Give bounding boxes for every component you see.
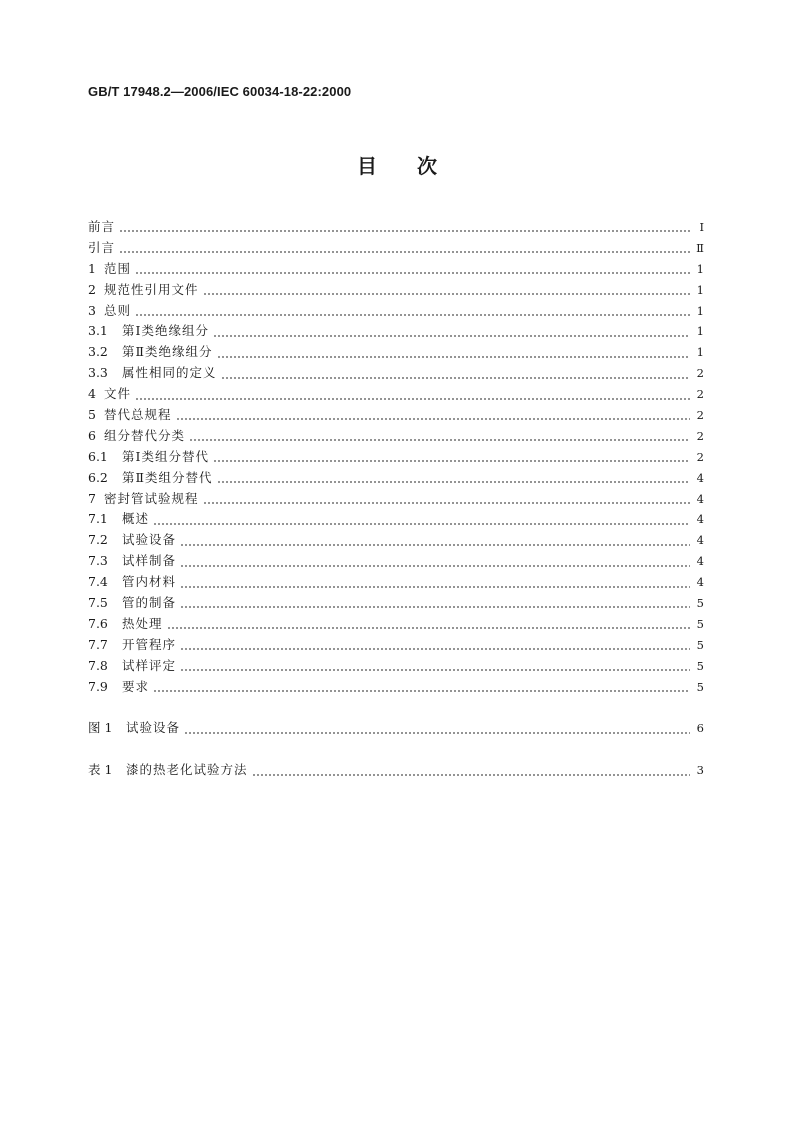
toc-entry-number: 7.1 [88,511,108,527]
toc-entry-page: 6 [696,721,704,736]
toc-entry[interactable] [88,238,704,259]
toc-entry-number: 7.3 [88,553,108,569]
toc-entry-number: 3 [88,302,96,318]
toc-entry-page: 5 [696,596,704,611]
toc-entry-label: 文件 [104,386,132,402]
dot-leader [176,409,690,421]
toc-entry-number: 4 [88,386,96,402]
toc-entry-label: 试验设备 [126,720,181,736]
toc-entry-page: 5 [696,658,704,673]
toc-entry-label: 第Ⅰ类组分替代 [122,448,209,464]
toc-entry[interactable] [88,217,704,238]
toc-entry-page: 4 [696,512,704,527]
toc-entry-label: 试样制备 [122,553,177,569]
toc-entry[interactable] [88,447,704,468]
toc-entry-label: 范围 [104,260,132,276]
dot-leader [180,556,690,568]
toc-entry-number: 5 [88,407,96,423]
dot-leader [203,284,690,296]
toc-entry-number: 6.2 [88,469,108,485]
dot-leader [217,347,691,359]
toc-entry-number: 7.7 [88,636,108,652]
toc-entry[interactable] [88,677,704,698]
toc-entry-page: 4 [696,533,704,548]
dot-leader [213,326,690,338]
toc-entry-label: 热处理 [122,615,163,631]
toc-entry-label: 引言 [88,239,116,255]
toc-entry-page: 2 [696,387,704,402]
toc-entry-page: 1 [696,261,704,276]
toc-entry[interactable] [88,342,704,363]
toc-entry[interactable] [88,259,704,280]
toc-entry-label: 开管程序 [122,636,177,652]
toc-entry-page: 5 [696,637,704,652]
toc-entry[interactable] [88,572,704,593]
toc-entry[interactable] [88,321,704,342]
toc-entry-page: 2 [696,366,704,381]
dot-leader [167,618,690,630]
toc-entry-number: 7.5 [88,595,108,611]
dot-leader [135,305,690,317]
toc-entry[interactable] [88,718,704,739]
toc-entry[interactable] [88,593,704,614]
toc-entry[interactable] [88,280,704,301]
toc-entry-number: 3.1 [88,323,108,339]
dot-leader [119,242,690,254]
toc-entry-number: 7.4 [88,574,108,590]
dot-leader [135,263,690,275]
dot-leader [180,639,690,651]
toc-entry-number: 7.9 [88,678,108,694]
toc-entry-label: 管的制备 [122,595,177,611]
toc-entry-label: 漆的热老化试验方法 [126,762,248,778]
toc-entry-label: 要求 [122,678,150,694]
toc-entry[interactable] [88,551,704,572]
standard-number: GB/T 17948.2—2006/IEC 60034-18-22:2000 [88,84,352,99]
toc-entry[interactable] [88,468,704,489]
dot-leader [180,577,690,589]
toc-entry[interactable] [88,363,704,384]
dot-leader [203,493,690,505]
toc-entry-number: 7.8 [88,657,108,673]
toc-entry-page: I [699,220,704,234]
toc-entry-label: 试验设备 [122,532,177,548]
dot-leader [252,765,690,777]
dot-leader [221,368,690,380]
toc-entry[interactable] [88,405,704,426]
page-title [0,150,794,179]
toc-entry-page: 1 [696,303,704,318]
toc-entry-label: 第Ⅱ类绝缘组分 [122,344,213,360]
toc-entry-label: 试样评定 [122,657,177,673]
dot-leader [180,660,690,672]
toc-entry-page: 2 [696,428,704,443]
dot-leader [135,389,690,401]
toc-entry-label: 概述 [122,511,150,527]
toc-entry-number: 1 [88,260,96,276]
toc-entry[interactable] [88,509,704,530]
toc-entry[interactable] [88,530,704,551]
toc-entry[interactable] [88,426,704,447]
toc-entry-label: 属性相同的定义 [122,365,217,381]
dot-leader [184,723,690,735]
title-char-2: 次 [417,154,437,178]
toc-entry-label: 替代总规程 [104,407,172,423]
dot-leader [153,681,690,693]
dot-leader [217,472,691,484]
toc-entry-page: 2 [696,449,704,464]
dot-leader [153,514,690,526]
toc-entry-label: 第Ⅱ类组分替代 [122,469,213,485]
toc-entry-number: 7.2 [88,532,108,548]
toc-entry[interactable] [88,760,704,781]
toc-entry-label: 密封管试验规程 [104,490,199,506]
dot-leader [119,221,690,233]
toc-entry-page: 5 [696,679,704,694]
toc-entry-page: 1 [696,282,704,297]
toc-entry-page: Ⅱ [696,240,704,255]
toc-entry-page: 4 [696,470,704,485]
dot-leader [180,597,690,609]
dot-leader [180,535,690,547]
toc-entry-label: 规范性引用文件 [104,281,199,297]
toc-entry[interactable] [88,614,704,635]
toc-entry-number: 3.2 [88,344,108,360]
toc-entry-number: 2 [88,281,96,297]
toc-entry-label: 总则 [104,302,132,318]
toc-entry-label: 管内材料 [122,574,177,590]
toc-entry-page: 1 [696,324,704,339]
toc-entry-page: 2 [696,408,704,423]
toc-entry-number: 图 1 [88,720,113,736]
toc-entry-page: 4 [696,575,704,590]
dot-leader [189,430,690,442]
toc-entry[interactable] [88,301,704,322]
toc-entry-page: 4 [696,554,704,569]
toc-entry-page: 1 [696,345,704,360]
toc-entry-number: 3.3 [88,365,108,381]
toc-entry[interactable] [88,489,704,510]
toc-entry-page: 4 [696,491,704,506]
dot-leader [213,451,690,463]
toc-entry-page: 5 [696,616,704,631]
toc-entry-number: 6.1 [88,448,108,464]
toc-entry-label: 第Ⅰ类绝缘组分 [122,323,209,339]
table-of-contents [88,217,704,781]
toc-entry-label: 前言 [88,219,116,234]
toc-entry-number: 6 [88,427,96,443]
toc-entry-number: 7.6 [88,615,108,631]
toc-entry-label: 组分替代分类 [104,427,186,443]
toc-entry-number: 7 [88,490,96,506]
title-char-1: 目 [357,154,377,178]
toc-entry[interactable] [88,656,704,677]
toc-entry[interactable] [88,635,704,656]
toc-entry[interactable] [88,384,704,405]
toc-entry-page: 3 [696,763,704,778]
toc-entry-number: 表 1 [88,762,113,778]
